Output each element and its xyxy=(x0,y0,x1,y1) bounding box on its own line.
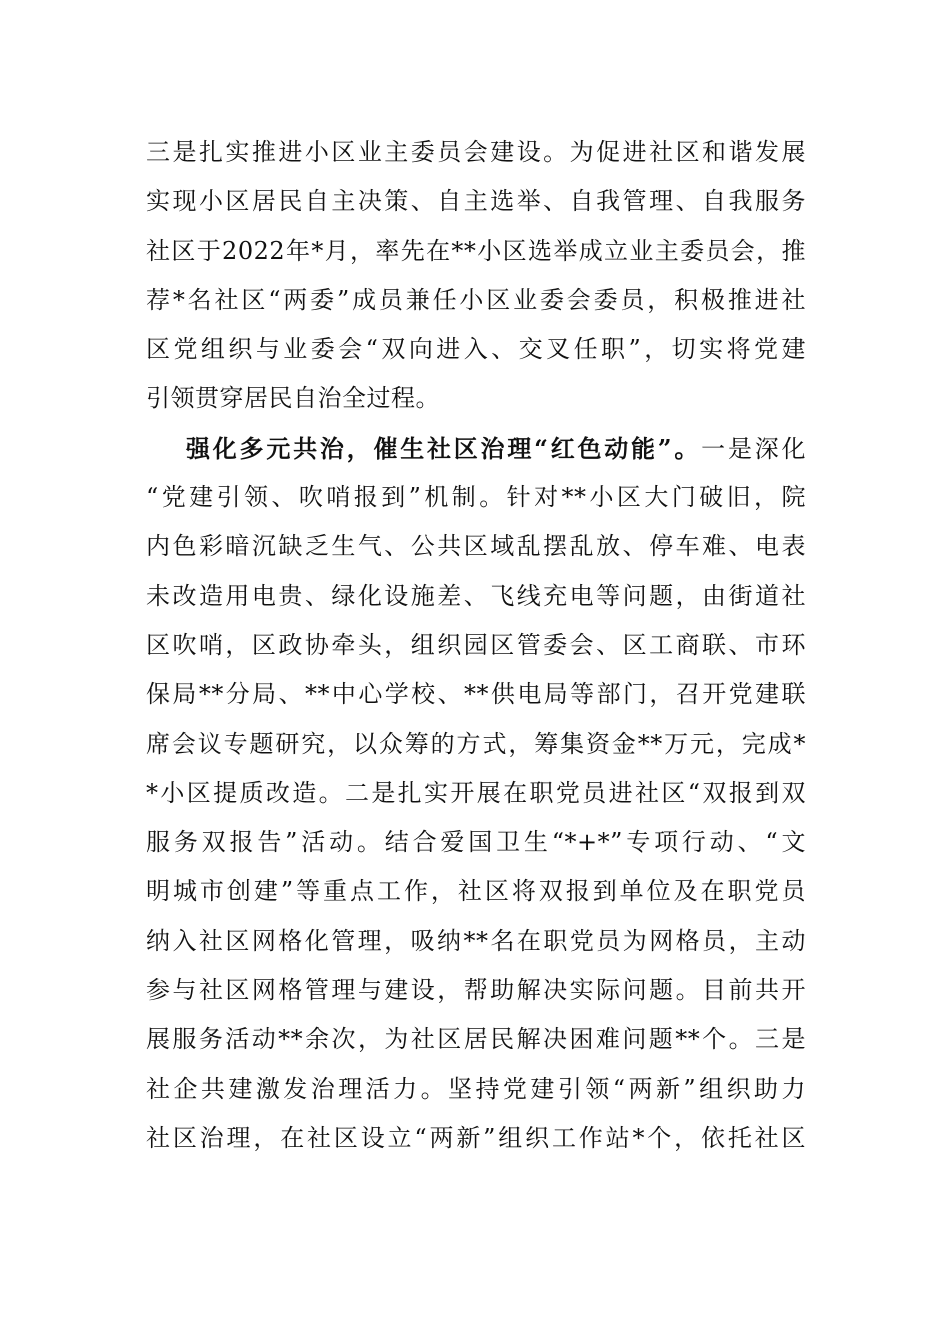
text-line: 区党组织与业委会“双向进入、交叉任职”，切实将党建 xyxy=(146,335,806,364)
text-line: 纳入社区网格化管理，吸纳**名在职党员为网格员，主动 xyxy=(146,926,806,955)
text-line: 内色彩暗沉缺乏生气、公共区域乱摆乱放、停车难、电表 xyxy=(146,532,806,561)
paragraph-owners-committee xyxy=(146,128,806,424)
text-line: 席会议专题研究，以众筹的方式，筹集资金**万元，完成* xyxy=(146,729,806,758)
text-line: 社企共建激发治理活力。坚持党建引领“两新”组织助力 xyxy=(146,1074,806,1103)
text-run: 一是深化 xyxy=(701,434,807,463)
text-line: *小区提质改造。二是扎实开展在职党员进社区“双报到双 xyxy=(146,778,806,807)
text-line: 明城市创建”等重点工作，社区将双报到单位及在职党员 xyxy=(146,877,806,906)
document-body xyxy=(146,128,806,1163)
text-line: 保局**分局、**中心学校、**供电局等部门，召开党建联 xyxy=(146,680,806,709)
text-line: 荐*名社区“两委”成员兼任小区业委会委员，积极推进社 xyxy=(146,285,806,314)
section-heading: 强化多元共治，催生社区治理“红色动能”。 xyxy=(186,433,702,463)
text-line: 社区治理，在社区设立“两新”组织工作站*个，依托社区 xyxy=(146,1123,806,1152)
text-line: 社区于2022年*月，率先在**小区选举成立业主委员会，推 xyxy=(146,236,806,265)
text-line: 区吹哨，区政协牵头，组织园区管委会、区工商联、市环 xyxy=(146,630,806,659)
text-line: 展服务活动**余次，为社区居民解决困难问题**个。三是 xyxy=(146,1025,806,1054)
text-line: 服务双报告”活动。结合爱国卫生“*+*”专项行动、“文 xyxy=(146,828,806,857)
text-line: 未改造用电贵、绿化设施差、飞线充电等问题，由街道社 xyxy=(146,581,806,610)
text-line: 引领贯穿居民自治全过程。 xyxy=(146,384,440,413)
paragraph-multi-governance xyxy=(146,424,806,1163)
text-line: 三是扎实推进小区业主委员会建设。为促进社区和谐发展 xyxy=(146,138,806,166)
text-line: “党建引领、吹哨报到”机制。针对**小区大门破旧，院 xyxy=(146,483,806,512)
text-line: 参与社区网格管理与建设，帮助解决实际问题。目前共开 xyxy=(146,976,806,1005)
paragraph-first-line xyxy=(146,424,806,473)
text-line: 实现小区居民自主决策、自主选举、自我管理、自我服务 xyxy=(146,187,806,216)
